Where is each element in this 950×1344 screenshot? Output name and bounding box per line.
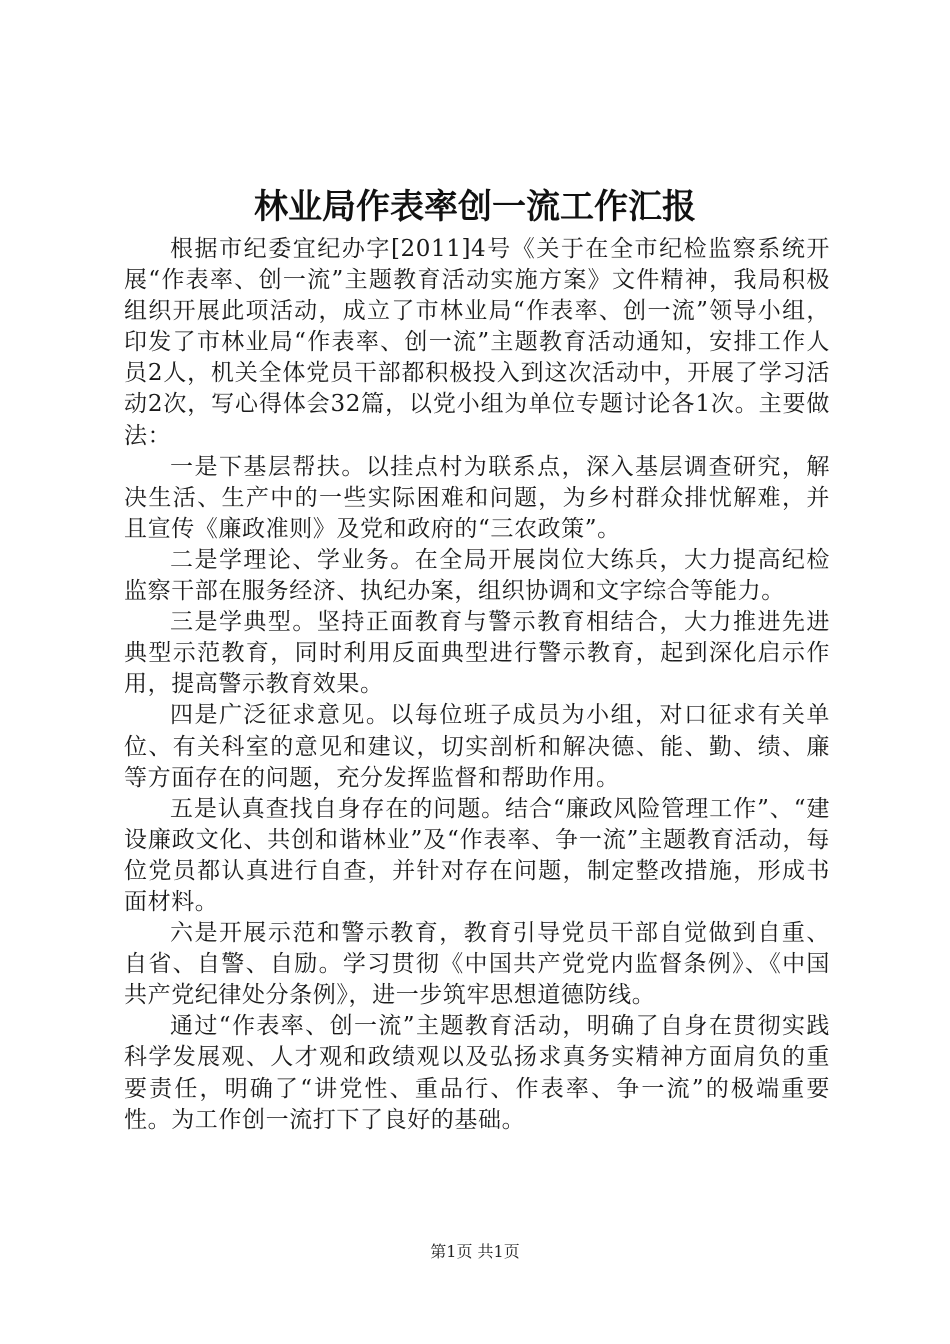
item-paragraph-4: 四是广泛征求意见。以每位班子成员为小组，对口征求有关单位、有关科室的意见和建议，切实剖析和解决德、能、勤、绩、廉等方面存在的问题，充分发挥监督和帮助作用。 <box>124 702 830 791</box>
item-paragraph-2: 二是学理论、学业务。在全局开展岗位大练兵，大力提高纪检监察干部在服务经济、执纪办案，组织协调和文字综合等能力。 <box>124 546 830 605</box>
document-body <box>124 234 830 1136</box>
item-paragraph-1: 一是下基层帮扶。以挂点村为联系点，深入基层调查研究，解决生活、生产中的一些实际困难和问题，为乡村群众排忧解难，并且宣传《廉政准则》及党和政府的“三农政策”。 <box>124 453 830 542</box>
page-footer: 第1页 共1页 <box>430 1242 520 1261</box>
conclusion-paragraph: 通过“作表率、创一流”主题教育活动，明确了自身在贯彻实践科学发展观、人才观和政绩观以及弘扬求真务实精神方面肩负的重要责任，明确了“讲党性、重品行、作表率、争一流”的极端重要性。为工作创一流打下了良好的基础。 <box>124 1013 830 1133</box>
item-paragraph-5: 五是认真查找自身存在的问题。结合“廉政风险管理工作”、“建设廉政文化、共创和谐林业”及“作表率、争一流”主题教育活动，每位党员都认真进行自查，并针对存在问题，制定整改措施，形成书面材料。 <box>124 795 830 915</box>
document-title: 林业局作表率创一流工作汇报 <box>254 187 696 227</box>
intro-paragraph: 根据市纪委宜纪办字[2011]4号《关于在全市纪检监察系统开展“作表率、创一流”主题教育活动实施方案》文件精神，我局积极组织开展此项活动，成立了市林业局“作表率、创一流”领导小组，印发了市林业局“作表率、创一流”主题教育活动通知，安排工作人员2人，机关全体党员干部都积极投入到这次活动中，开展了学习活动2次，写心得体会32篇，以党小组为单位专题讨论各1次。主要做法： <box>124 236 830 449</box>
item-paragraph-3: 三是学典型。坚持正面教育与警示教育相结合，大力推进先进典型示范教育，同时利用反面典型进行警示教育，起到深化启示作用，提高警示教育效果。 <box>124 609 830 698</box>
item-paragraph-6: 六是开展示范和警示教育，教育引导党员干部自觉做到自重、自省、自警、自励。学习贯彻《中国共产党党内监督条例》、《中国共产党纪律处分条例》，进一步筑牢思想道德防线。 <box>124 920 830 1009</box>
